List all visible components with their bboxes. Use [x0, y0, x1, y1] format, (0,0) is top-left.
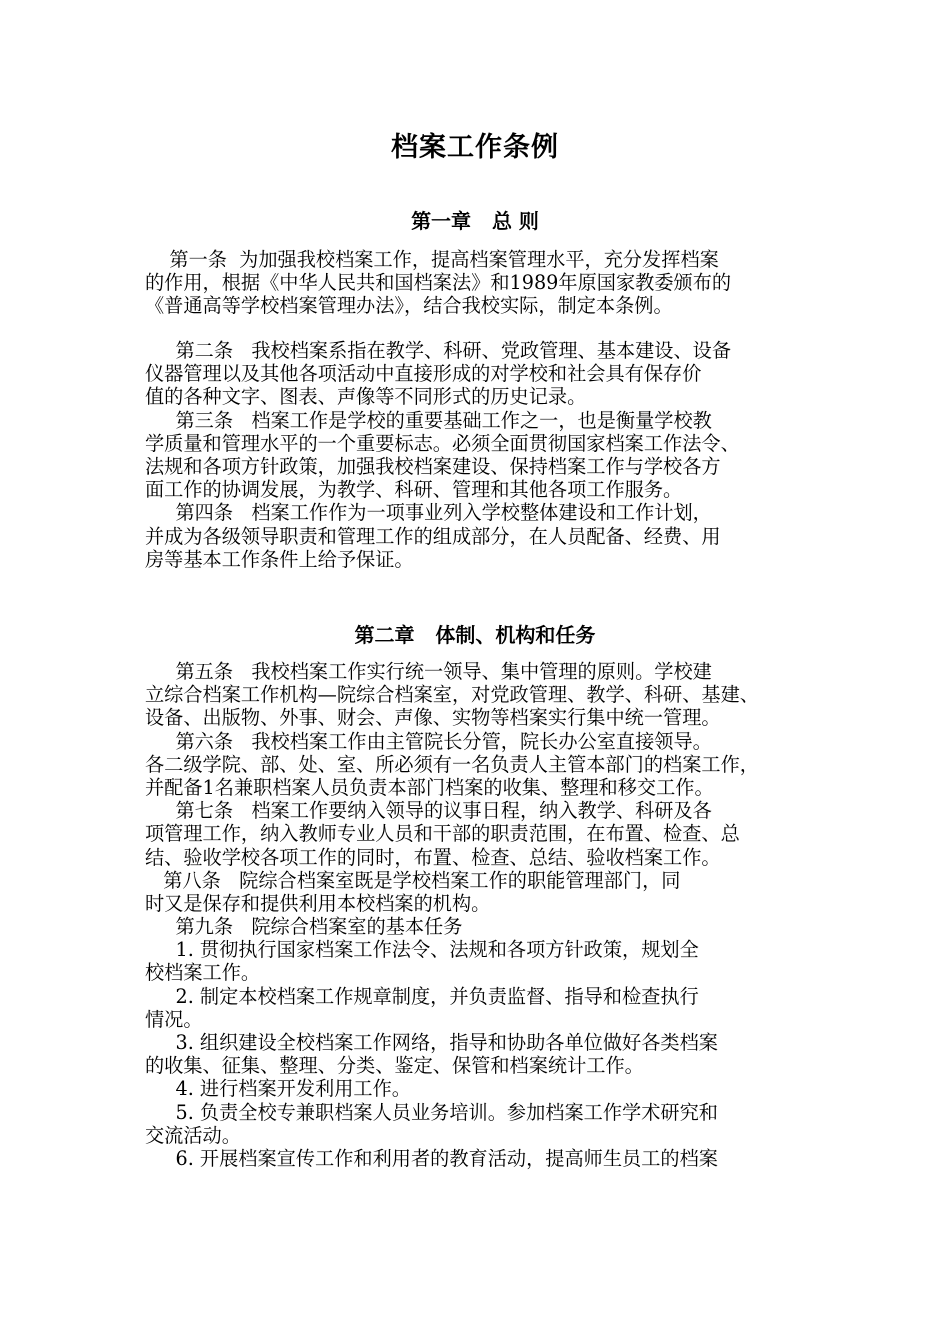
text-line: 值的各种文字、图表、声像等不同形式的历史记录。 — [145, 385, 587, 409]
text-line: 第一条 为加强我校档案工作，提高档案管理水平，充分发挥档案 — [145, 248, 719, 271]
chapter-2-body — [145, 660, 825, 1170]
text-line: 第五条 我校档案工作实行统一领导、集中管理的原则。学校建 — [145, 660, 712, 683]
text-line: 第二条 我校档案系指在教学、科研、党政管理、基本建设、设备 — [145, 339, 732, 362]
text-line: 3. 组织建设全校档案工作网络，指导和协助各单位做好各类档案 — [145, 1031, 718, 1054]
text-line: 第三条 档案工作是学校的重要基础工作之一，也是衡量学校教 — [145, 408, 712, 432]
text-line: 仪器管理以及其他各项活动中直接形成的对学校和社会具有保存价 — [145, 362, 702, 386]
text-line: 并成为各级领导职责和管理工作的组成部分，在人员配备、经费、用 — [145, 524, 721, 548]
text-line: 第七条 档案工作要纳入领导的议事日程，纳入教学、科研及各 — [145, 799, 712, 823]
text-line: 6. 开展档案宣传工作和利用者的教育活动，提高师生员工的档案 — [145, 1146, 718, 1170]
text-line: 的作用，根据《中华人民共和国档案法》和1989年原国家教委颁布的 — [145, 271, 732, 295]
text-line: 设备、出版物、外事、财会、声像、实物等档案实行集中统一管理。 — [145, 706, 721, 730]
text-line: 学质量和管理水平的一个重要标志。必须全面贯彻国家档案工作法令、 — [145, 431, 740, 455]
text-line: 2. 制定本校档案工作规章制度，并负责监督、指导和检查执行 — [145, 984, 699, 1008]
text-line: 法规和各项方针政策，加强我校档案建设、保持档案工作与学校各方 — [145, 454, 721, 478]
chapter-2-heading: 第二章 体制、机构和任务 — [354, 623, 596, 647]
text-line: 立综合档案工作机构—院综合档案室，对党政管理、教学、科研、基建、 — [145, 683, 759, 707]
text-line: 第四条 档案工作作为一项事业列入学校整体建设和工作计划， — [145, 501, 712, 525]
text-line: 情况。 — [145, 1007, 203, 1031]
text-line: 面工作的协调发展，为教学、科研、管理和其他各项工作服务。 — [145, 478, 683, 502]
text-line: 项管理工作，纳入教师专业人员和干部的职责范围，在布置、检查、总 — [145, 822, 740, 846]
text-line: 第九条 院综合档案室的基本任务 — [145, 915, 463, 939]
text-line: 4. 进行档案开发利用工作。 — [145, 1077, 411, 1101]
chapter-1-article-1 — [145, 248, 825, 318]
text-line: 交流活动。 — [145, 1123, 241, 1147]
text-line: 房等基本工作条件上给予保证。 — [145, 547, 414, 571]
document-title: 档案工作条例 — [391, 132, 559, 163]
text-line: 1. 贯彻执行国家档案工作法令、法规和各项方针政策，规划全 — [145, 938, 699, 962]
text-line: 并配备1名兼职档案人员负责本部门档案的收集、整理和移交工作。 — [145, 775, 714, 799]
text-line: 时又是保存和提供利用本校档案的机构。 — [145, 891, 491, 915]
text-line: 《普通高等学校档案管理办法》，结合我校实际，制定本条例。 — [145, 294, 673, 318]
chapter-1-heading: 第一章 总 则 — [411, 209, 539, 233]
text-line: 校档案工作。 — [145, 961, 261, 985]
text-line: 结、验收学校各项工作的同时，布置、检查、总结、验收档案工作。 — [145, 845, 721, 869]
text-line: 第八条 院综合档案室既是学校档案工作的职能管理部门，同 — [145, 868, 681, 892]
text-line: 的收集、征集、整理、分类、鉴定、保管和档案统计工作。 — [145, 1054, 644, 1078]
text-line: 各二级学院、部、处、室、所必须有一名负责人主管本部门的档案工作， — [145, 752, 759, 776]
text-line: 第六条 我校档案工作由主管院长分管，院长办公室直接领导。 — [145, 729, 712, 753]
text-line: 5. 负责全校专兼职档案人员业务培训。参加档案工作学术研究和 — [145, 1100, 718, 1124]
chapter-1-articles-2-4 — [145, 339, 825, 571]
